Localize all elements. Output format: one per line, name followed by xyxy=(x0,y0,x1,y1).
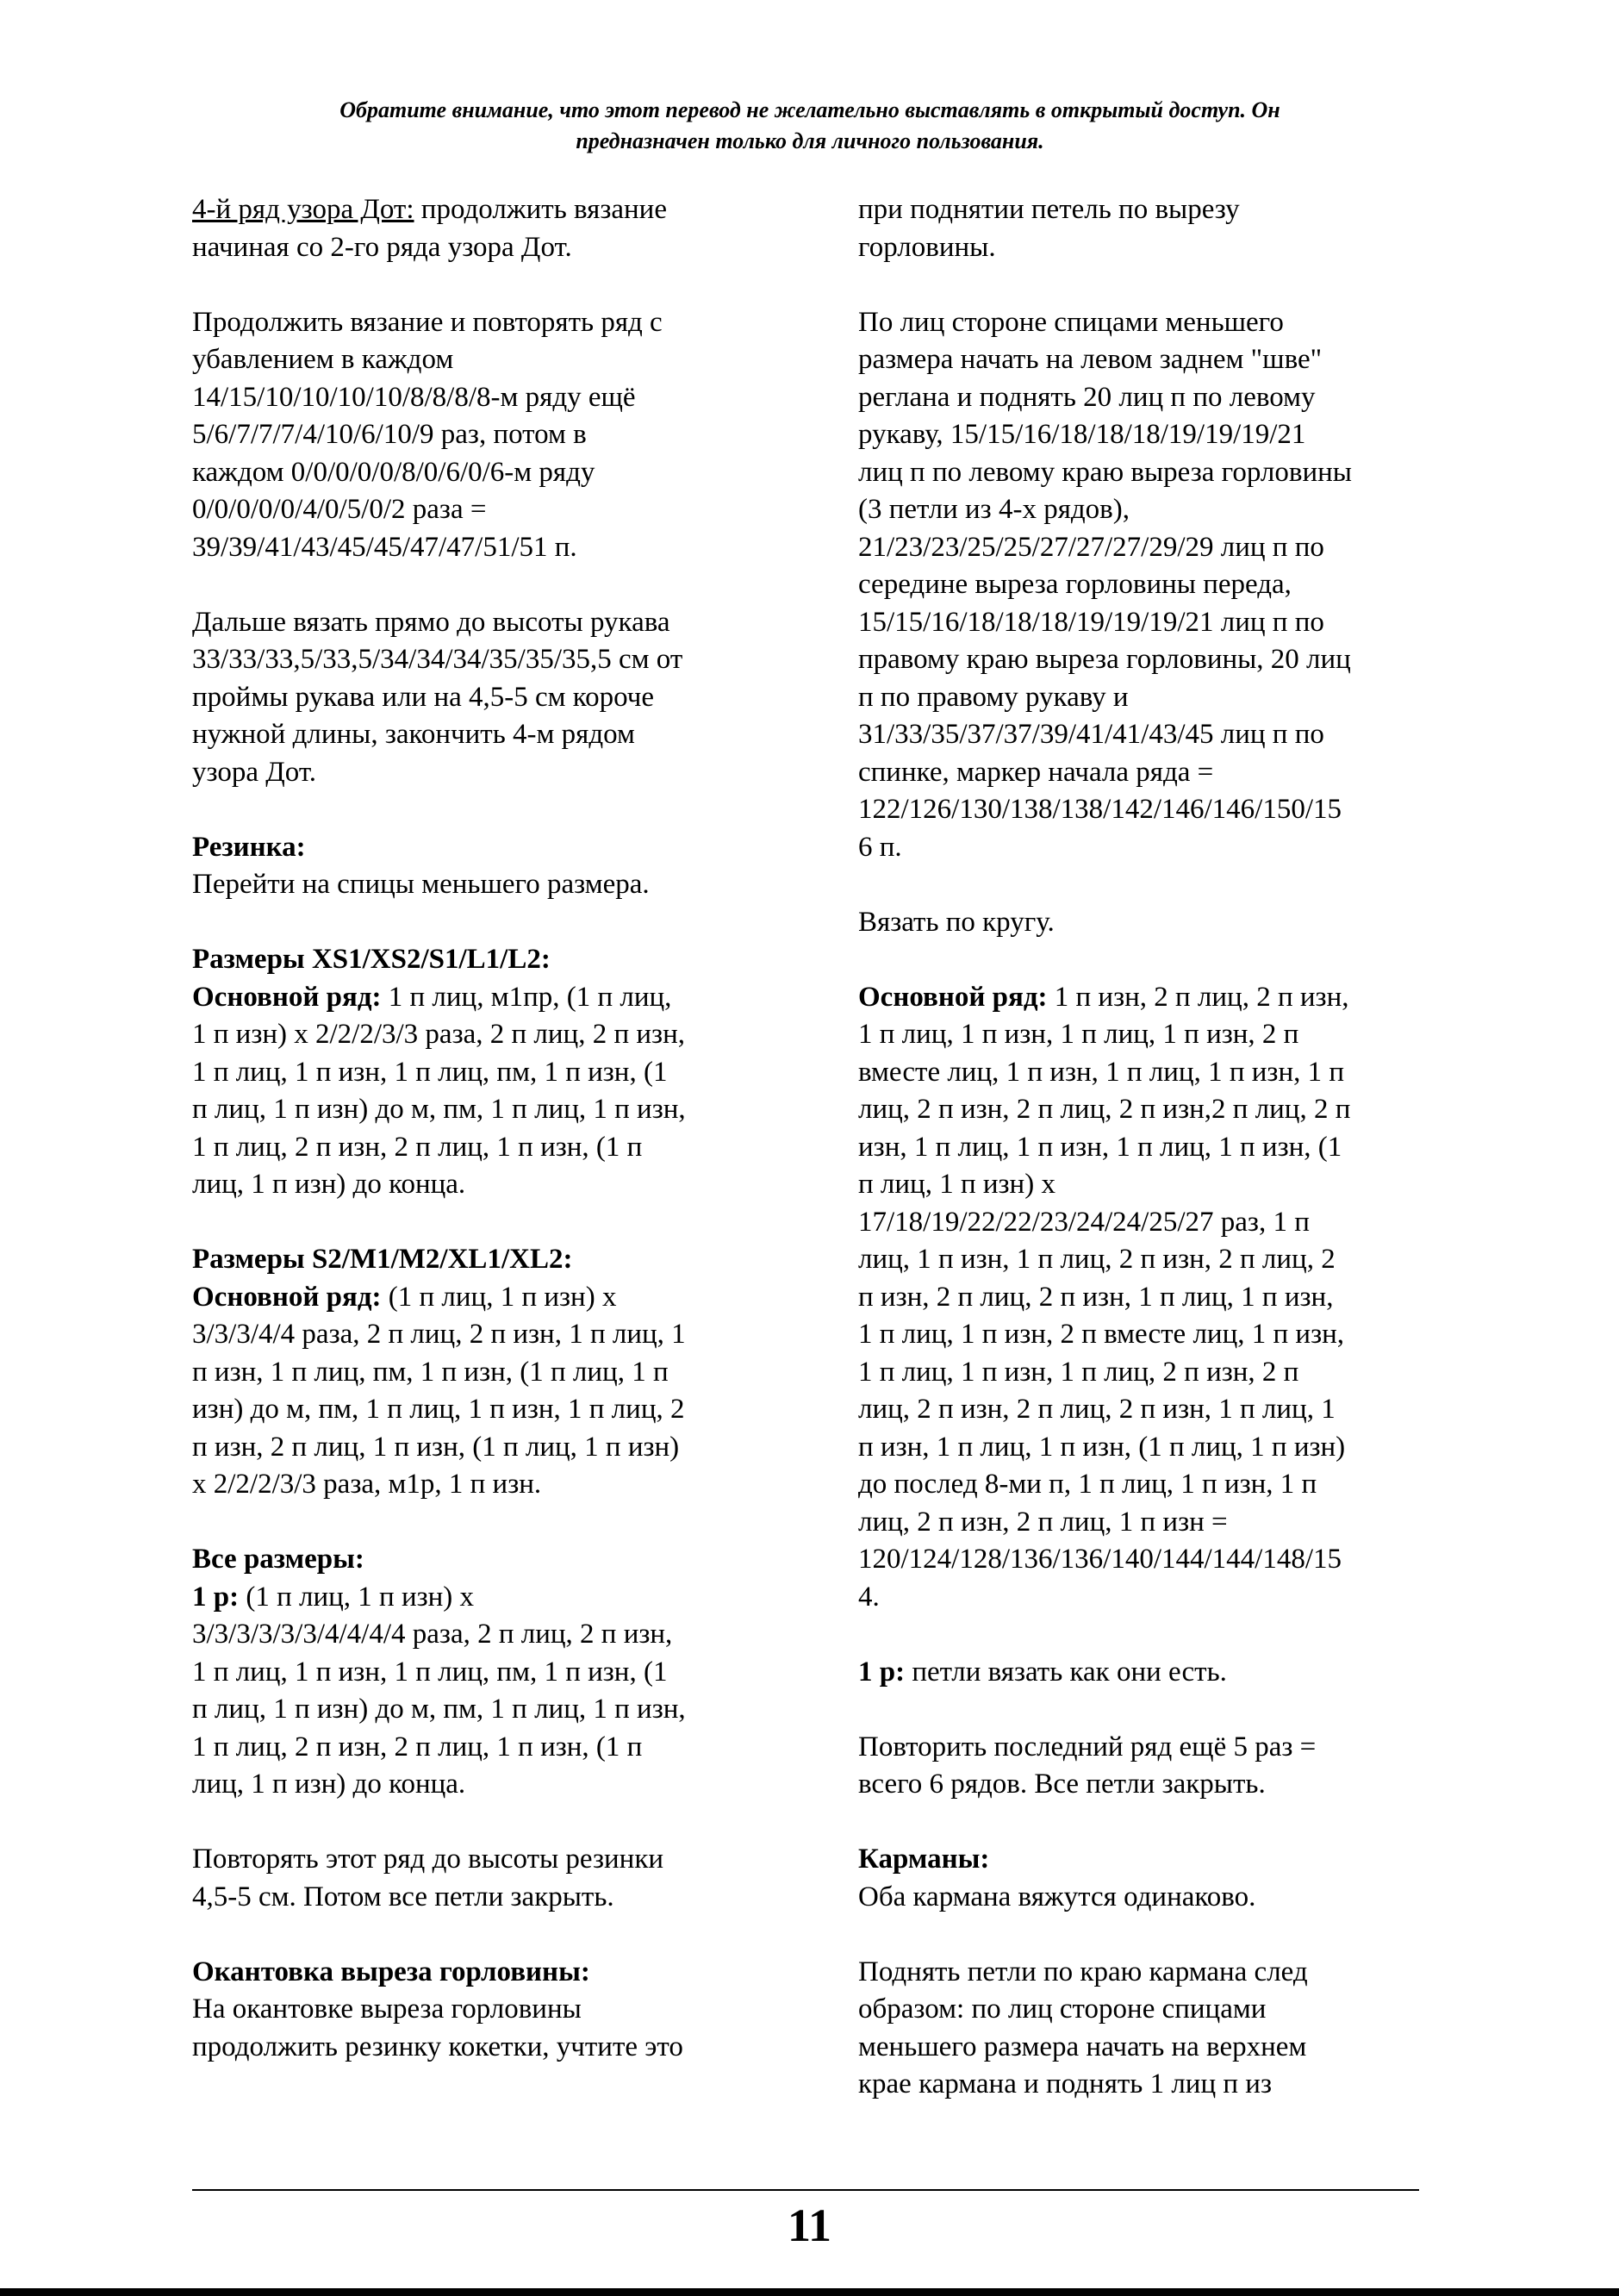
text-line: 1 р: (1 п лиц, 1 п изн) х xyxy=(192,1581,475,1613)
text-line: проймы рукава или на 4,5-5 см короче xyxy=(192,681,655,713)
text-line: горловины. xyxy=(858,231,996,263)
text-line: 122/126/130/138/138/142/146/146/150/15 xyxy=(858,794,1342,825)
text-line: лиц, 1 п изн) до конца. xyxy=(192,1769,466,1800)
text-line: х 2/2/2/3/3 раза, м1р, 1 п изн. xyxy=(192,1469,542,1500)
page-number: 11 xyxy=(787,2199,832,2251)
text-line: 120/124/128/136/136/140/144/144/148/15 xyxy=(858,1544,1342,1575)
text-line: п лиц, 1 п изн) до м, пм, 1 п лиц, 1 п изн, xyxy=(192,1094,686,1125)
text-line: 1 п изн) х 2/2/2/3/3 раза, 2 п лиц, 2 п изн, xyxy=(192,1019,685,1050)
text-line: 1 р: петли вязать как они есть. xyxy=(858,1656,1227,1688)
text-line: 5/6/7/7/7/4/10/6/10/9 раз, потом в xyxy=(192,419,587,450)
section-heading-all-sizes: Все размеры: xyxy=(192,1544,364,1575)
text-line: изн, 1 п лиц, 1 п изн, 1 п лиц, 1 п изн, (1 xyxy=(858,1131,1342,1163)
text-line: п лиц, 1 п изн) х xyxy=(858,1169,1055,1200)
usage-notice xyxy=(181,95,1439,157)
text-line: образом: по лиц стороне спицами xyxy=(858,1993,1267,2025)
text-line: лиц, 2 п изн, 2 п лиц, 1 п изн = xyxy=(858,1506,1228,1538)
text-line: лиц, 1 п изн) до конца. xyxy=(192,1169,466,1200)
text-line: убавлением в каждом xyxy=(192,344,454,375)
text-line: Вязать по кругу. xyxy=(858,906,1055,938)
text-line: (3 петли из 4-х рядов), xyxy=(858,494,1130,525)
text-line: 21/23/23/25/25/27/27/27/29/29 лиц п по xyxy=(858,531,1324,563)
page-bottom-edge xyxy=(0,2288,1619,2296)
text-line: меньшего размера начать на верхнем xyxy=(858,2031,1307,2062)
text-line: Основной ряд: (1 п лиц, 1 п изн) х xyxy=(192,1281,617,1313)
text-line: 31/33/35/37/37/39/41/41/43/45 лиц п по xyxy=(858,719,1324,750)
text-line: продолжить резинку кокетки, учтите это xyxy=(192,2031,683,2062)
notice-line-2: предназначен только для личного пользования. xyxy=(576,128,1044,153)
text-line: 39/39/41/43/45/45/47/47/51/51 п. xyxy=(192,531,577,563)
text-line: 4,5-5 см. Потом все петли закрыть. xyxy=(192,1881,614,1912)
text-line: п изн, 1 п лиц, 1 п изн, (1 п лиц, 1 п изн) xyxy=(858,1431,1346,1463)
text-line: 1 п лиц, 1 п изн, 1 п лиц, 1 п изн, 2 п xyxy=(858,1019,1299,1050)
text-line: п изн, 2 п лиц, 1 п изн, (1 п лиц, 1 п изн) xyxy=(192,1431,680,1463)
text-line: 3/3/3/4/4 раза, 2 п лиц, 2 п изн, 1 п лиц, 1 xyxy=(192,1319,686,1350)
text-line: Дальше вязать прямо до высоты рукава xyxy=(192,606,670,638)
text-line: 15/15/16/18/18/18/19/19/19/21 лиц п по xyxy=(858,606,1324,638)
text-line: 1 п лиц, 1 п изн, 1 п лиц, 2 п изн, 2 п xyxy=(858,1356,1299,1388)
text-line: По лиц стороне спицами меньшего xyxy=(858,306,1284,338)
text-line: На окантовке выреза горловины xyxy=(192,1993,582,2025)
text-line: лиц, 2 п изн, 2 п лиц, 2 п изн,2 п лиц, 2 п xyxy=(858,1094,1351,1125)
text-line: п лиц, 1 п изн) до м, пм, 1 п лиц, 1 п изн, xyxy=(192,1694,686,1725)
notice-line-1: Обратите внимание, что этот перевод не желательно выставлять в открытый доступ. Он xyxy=(339,97,1280,122)
text-line: Продолжить вязание и повторять ряд с xyxy=(192,306,663,338)
text-line: 1 п лиц, 2 п изн, 2 п лиц, 1 п изн, (1 п xyxy=(192,1131,643,1163)
text-line: начиная со 2-го ряда узора Дот. xyxy=(192,231,572,263)
section-heading-sizes-2: Размеры S2/M1/M2/XL1/XL2: xyxy=(192,1244,573,1275)
footer-divider xyxy=(192,2189,1419,2191)
text-line: изн) до м, пм, 1 п лиц, 1 п изн, 1 п лиц, 2 xyxy=(192,1394,685,1425)
text-line: при поднятии петель по вырезу xyxy=(858,194,1240,225)
text-line: Повторять этот ряд до высоты резинки xyxy=(192,1844,664,1875)
text-line: Основной ряд: 1 п лиц, м1пр, (1 п лиц, xyxy=(192,981,672,1013)
text-line: 6 п. xyxy=(858,831,902,863)
text-line: лиц п по левому краю выреза горловины xyxy=(858,456,1352,488)
text-line: 4-й ряд узора Дот: продолжить вязание xyxy=(192,194,667,225)
text-line: вместе лиц, 1 п изн, 1 п лиц, 1 п изн, 1 п xyxy=(858,1056,1345,1088)
text-line: 17/18/19/22/22/23/24/24/25/27 раз, 1 п xyxy=(858,1206,1310,1238)
text-line: лиц, 2 п изн, 2 п лиц, 2 п изн, 1 п лиц, 1 xyxy=(858,1394,1336,1425)
text-line: правому краю выреза горловины, 20 лиц xyxy=(858,644,1351,675)
section-heading-sizes-1: Размеры XS1/XS2/S1/L1/L2: xyxy=(192,944,551,975)
right-column xyxy=(858,191,1453,2104)
text-line: 33/33/33,5/33,5/34/34/34/35/35/35,5 см от xyxy=(192,644,683,675)
text-line: 1 п лиц, 1 п изн, 2 п вместе лиц, 1 п изн, xyxy=(858,1319,1345,1350)
text-line: рукаву, 15/15/16/18/18/18/19/19/19/21 xyxy=(858,419,1306,450)
text-line: п по правому рукаву и xyxy=(858,681,1129,713)
text-line: узора Дот. xyxy=(192,756,317,788)
section-heading-rib: Резинка: xyxy=(192,831,306,863)
left-column xyxy=(192,191,795,2066)
text-line: 1 п лиц, 1 п изн, 1 п лиц, пм, 1 п изн, (1 xyxy=(192,1656,668,1688)
text-line: крае кармана и поднять 1 лиц п из xyxy=(858,2068,1272,2099)
text-line: каждом 0/0/0/0/0/8/0/6/0/6-м ряду xyxy=(192,456,595,488)
section-heading-neckband: Окантовка выреза горловины: xyxy=(192,1956,590,1987)
text-line: лиц, 1 п изн, 1 п лиц, 2 п изн, 2 п лиц, 2 xyxy=(858,1244,1336,1275)
text-line: Поднять петли по краю кармана след xyxy=(858,1956,1308,1987)
dot-row-4-heading: 4-й ряд узора Дот: xyxy=(192,194,414,225)
text-line: спинке, маркер начала ряда = xyxy=(858,756,1214,788)
text-line: Перейти на спицы меньшего размера. xyxy=(192,869,650,900)
text-line: 1 п лиц, 1 п изн, 1 п лиц, пм, 1 п изн, (1 xyxy=(192,1056,668,1088)
text-line: п изн, 1 п лиц, пм, 1 п изн, (1 п лиц, 1 п xyxy=(192,1356,669,1388)
text-line: Повторить последний ряд ещё 5 раз = xyxy=(858,1731,1317,1763)
text-line: нужной длины, закончить 4-м рядом xyxy=(192,719,635,750)
text-line: Основной ряд: 1 п изн, 2 п лиц, 2 п изн, xyxy=(858,981,1349,1013)
text-line: Оба кармана вяжутся одинаково. xyxy=(858,1881,1256,1912)
text-line: п изн, 2 п лиц, 2 п изн, 1 п лиц, 1 п изн, xyxy=(858,1281,1334,1313)
text-line: 4. xyxy=(858,1581,880,1613)
text-line: до послед 8-ми п, 1 п лиц, 1 п изн, 1 п xyxy=(858,1469,1317,1500)
section-heading-pockets: Карманы: xyxy=(858,1844,990,1875)
text-line: размера начать на левом заднем "шве" xyxy=(858,344,1323,375)
text-line: середине выреза горловины переда, xyxy=(858,569,1292,600)
text-line: 14/15/10/10/10/10/8/8/8/8-м ряду ещё xyxy=(192,381,636,413)
text-line: 3/3/3/3/3/3/4/4/4/4 раза, 2 п лиц, 2 п изн, xyxy=(192,1619,673,1650)
text-line: всего 6 рядов. Все петли закрыть. xyxy=(858,1769,1266,1800)
text-line: 1 п лиц, 2 п изн, 2 п лиц, 1 п изн, (1 п xyxy=(192,1731,643,1763)
text-line: реглана и поднять 20 лиц п по левому xyxy=(858,381,1316,413)
text-line: 0/0/0/0/0/4/0/5/0/2 раза = xyxy=(192,494,487,525)
